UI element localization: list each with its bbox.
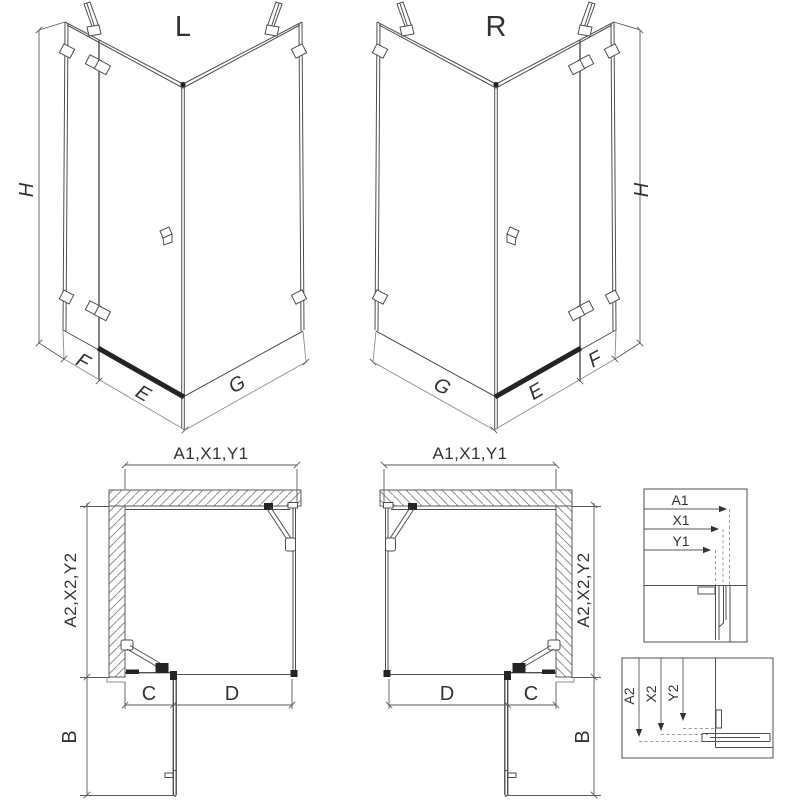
- label-d-left: D: [224, 683, 240, 705]
- arrowhead: [711, 526, 719, 532]
- label-c-right: C: [523, 683, 539, 705]
- variant-label-left: L: [174, 11, 192, 43]
- iso-right-graphics: [370, 2, 643, 433]
- plan-view-left: [59, 444, 301, 798]
- detail-box-width-frame: [644, 489, 747, 642]
- plan-right-graphics: [380, 462, 601, 798]
- arrowhead: [658, 723, 664, 731]
- arrowhead: [636, 729, 642, 737]
- label-width-left: A1,X1,Y1: [173, 444, 249, 463]
- label-d-right: D: [439, 683, 455, 705]
- profile-bracket: [716, 710, 722, 728]
- label-panel-f-right: F: [584, 347, 606, 373]
- label-height-right: H: [631, 182, 653, 198]
- glass-section: [716, 586, 720, 641]
- detail-label-x2: X2: [643, 685, 659, 703]
- arrowhead: [680, 713, 686, 721]
- label-width-right: A1,X1,Y1: [432, 444, 508, 463]
- label-door-e-right: E: [524, 378, 548, 405]
- arrowhead: [719, 506, 727, 512]
- label-panel-g-left: G: [224, 371, 250, 399]
- detail-label-a1: A1: [671, 492, 689, 508]
- label-door-e-left: E: [131, 380, 155, 407]
- detail-label-y2: Y2: [665, 684, 681, 702]
- adjustment-profile: [719, 586, 726, 628]
- detail-label-x1: X1: [672, 512, 690, 528]
- label-b-left: B: [59, 730, 81, 744]
- arrowhead: [703, 547, 711, 553]
- label-depth-right: A2,X2,Y2: [574, 552, 593, 628]
- profile-bracket: [698, 587, 715, 594]
- detail-box-depth-frame: [622, 658, 773, 758]
- wall-section-line: [716, 658, 774, 748]
- glass-section: [702, 734, 770, 742]
- label-b-right: B: [572, 730, 594, 744]
- detail-label-a2: A2: [621, 687, 637, 705]
- label-panel-f-left: F: [72, 349, 94, 375]
- iso-view-right: [370, 2, 653, 433]
- plan-view-right: [380, 444, 601, 798]
- detail-label-y1: Y1: [672, 533, 690, 549]
- wall-section-line: [644, 586, 747, 643]
- detail-box-width: [644, 489, 747, 642]
- variant-label-right: R: [485, 11, 507, 43]
- plan-left-graphics: [80, 462, 301, 798]
- label-height-left: H: [16, 182, 38, 198]
- label-panel-g-right: G: [429, 373, 455, 401]
- label-depth-left: A2,X2,Y2: [61, 552, 80, 628]
- label-c-left: C: [141, 683, 157, 705]
- iso-view-left: [16, 2, 309, 433]
- detail-box-depth: [621, 658, 773, 758]
